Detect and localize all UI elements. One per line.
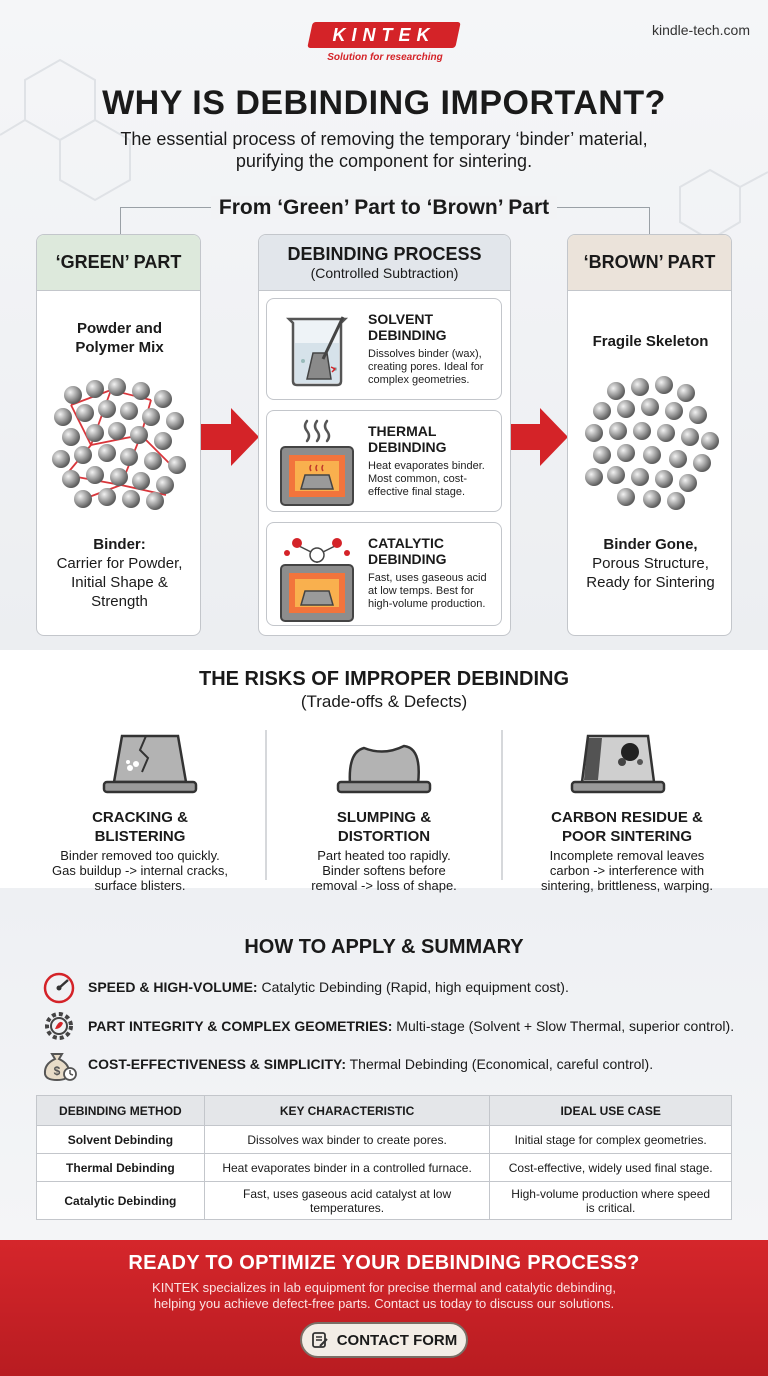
table-cell-use: Cost-effective, widely used final stage. bbox=[490, 1154, 732, 1182]
apply-title: HOW TO APPLY & SUMMARY bbox=[244, 936, 524, 958]
porous-skeleton-icon bbox=[582, 375, 720, 510]
table-cell-use: Initial stage for complex geometries. bbox=[490, 1126, 732, 1154]
slumped-part-icon bbox=[334, 742, 434, 796]
apply-row-integrity: PART INTEGRITY & COMPLEX GEOMETRIES: Multi-stage (Solvent + Slow Thermal, superior control). bbox=[88, 1018, 735, 1034]
page-subtitle: The essential process of removing the temporary ‘binder’ material, purifying the component for sintering. bbox=[120, 129, 648, 171]
table-header: IDEAL USE CASE bbox=[490, 1096, 732, 1126]
catalytic-debinding-box bbox=[266, 522, 502, 626]
table-cell-method: Thermal Debinding bbox=[37, 1154, 205, 1182]
debinding-process-heading: DEBINDING PROCESS (Controlled Subtraction) bbox=[259, 235, 510, 291]
risk-slumping: SLUMPING & DISTORTION Part heated too rapidly. Binder softens before removal -> loss of shape. bbox=[311, 809, 457, 893]
kintek-logo: KINTEK bbox=[310, 22, 460, 50]
apply-row-speed: SPEED & HIGH-VOLUME: Catalytic Debinding (Rapid, high equipment cost). bbox=[88, 979, 569, 995]
logo-tagline: Solution for researching bbox=[327, 52, 443, 63]
green-part-bottom-label: Binder: Carrier for Powder, Initial Shape & Strength bbox=[56, 536, 183, 610]
furnace-catalytic-icon bbox=[277, 529, 357, 623]
green-part-card bbox=[36, 234, 201, 636]
summary-table bbox=[36, 1095, 732, 1220]
risk-carbon-residue: CARBON RESIDUE & POOR SINTERING Incomplete removal leaves carbon -> interference with sintering, brittleness, warping. bbox=[541, 809, 713, 893]
thermal-description: Heat evaporates binder. Most common, cost- effective final stage. bbox=[368, 460, 485, 498]
table-header-row bbox=[37, 1096, 732, 1126]
solvent-debinding-box bbox=[266, 298, 502, 400]
thermal-debinding-box bbox=[266, 410, 502, 512]
brown-part-card bbox=[567, 234, 732, 636]
brown-part-bottom-label: Binder Gone, Porous Structure, Ready for Sintering bbox=[586, 536, 715, 591]
green-part-top-label: Powder and Polymer Mix bbox=[75, 320, 164, 356]
catalytic-title: CATALYTIC DEBINDING bbox=[368, 535, 447, 567]
table-cell-key: Dissolves wax binder to create pores. bbox=[204, 1126, 490, 1154]
apply-row-cost: COST-EFFECTIVENESS & SIMPLICITY: Thermal Debinding (Economical, careful control). bbox=[88, 1056, 654, 1072]
risk-cracking: CRACKING & BLISTERING Binder removed too quickly. Gas buildup -> internal cracks, surface blisters. bbox=[52, 809, 228, 893]
table-header: KEY CHARACTERISTIC bbox=[204, 1096, 490, 1126]
form-edit-icon bbox=[311, 1331, 329, 1349]
gear-integrity-icon bbox=[42, 1009, 76, 1043]
svg-text:$: $ bbox=[53, 1064, 61, 1078]
solvent-description: Dissolves binder (wax), creating pores. Ideal for complex geometries. bbox=[368, 348, 484, 386]
flow-title: From ‘Green’ Part to ‘Brown’ Part bbox=[0, 196, 768, 220]
contact-form-button[interactable]: CONTACT FORM bbox=[300, 1322, 468, 1358]
table-cell-key: Heat evaporates binder in a controlled furnace. bbox=[204, 1154, 490, 1182]
arrow-right-icon bbox=[201, 408, 259, 466]
cracked-part-icon bbox=[100, 732, 200, 796]
powder-binder-mix-icon bbox=[51, 375, 189, 510]
table-cell-method: Catalytic Debinding bbox=[37, 1182, 205, 1220]
table-row bbox=[37, 1182, 732, 1220]
money-bag-icon bbox=[40, 1046, 78, 1082]
green-part-heading: ‘GREEN’ PART bbox=[37, 235, 200, 291]
speedometer-icon bbox=[42, 970, 76, 1004]
catalytic-description: Fast, uses gaseous acid at low temps. Best for high-volume production. bbox=[368, 572, 487, 610]
brown-part-top-label: Fragile Skeleton bbox=[592, 333, 709, 350]
site-url[interactable]: kindle-tech.com bbox=[651, 22, 750, 38]
arrow-right-icon-2 bbox=[510, 408, 568, 466]
summary-table-wrap bbox=[36, 1095, 732, 1220]
risks-subtitle: (Trade-offs & Defects) bbox=[300, 692, 468, 711]
table-header: DEBINDING METHOD bbox=[37, 1096, 205, 1126]
table-cell-key: Fast, uses gaseous acid catalyst at low temperatures. bbox=[204, 1182, 490, 1220]
carbon-residue-part-icon bbox=[568, 732, 668, 796]
thermal-title: THERMAL DEBINDING bbox=[368, 423, 447, 455]
table-row bbox=[37, 1154, 732, 1182]
brown-part-heading: ‘BROWN’ PART bbox=[568, 235, 731, 291]
beaker-solvent-icon bbox=[279, 313, 355, 389]
table-cell-method: Solvent Debinding bbox=[37, 1126, 205, 1154]
cta-text: KINTEK specializes in lab equipment for precise thermal and catalytic debinding, helping you achieve defect-free parts. Contact us today to discuss our solutions. bbox=[152, 1280, 616, 1311]
table-cell-use: High-volume production where speed is critical. bbox=[490, 1182, 732, 1220]
risks-title: THE RISKS OF IMPROPER DEBINDING bbox=[198, 668, 570, 690]
page-title: WHY IS DEBINDING IMPORTANT? bbox=[102, 84, 666, 122]
table-row bbox=[37, 1126, 732, 1154]
cta-title: READY TO OPTIMIZE YOUR DEBINDING PROCESS? bbox=[128, 1252, 640, 1274]
solvent-title: SOLVENT DEBINDING bbox=[368, 311, 447, 343]
furnace-thermal-icon bbox=[277, 417, 357, 509]
